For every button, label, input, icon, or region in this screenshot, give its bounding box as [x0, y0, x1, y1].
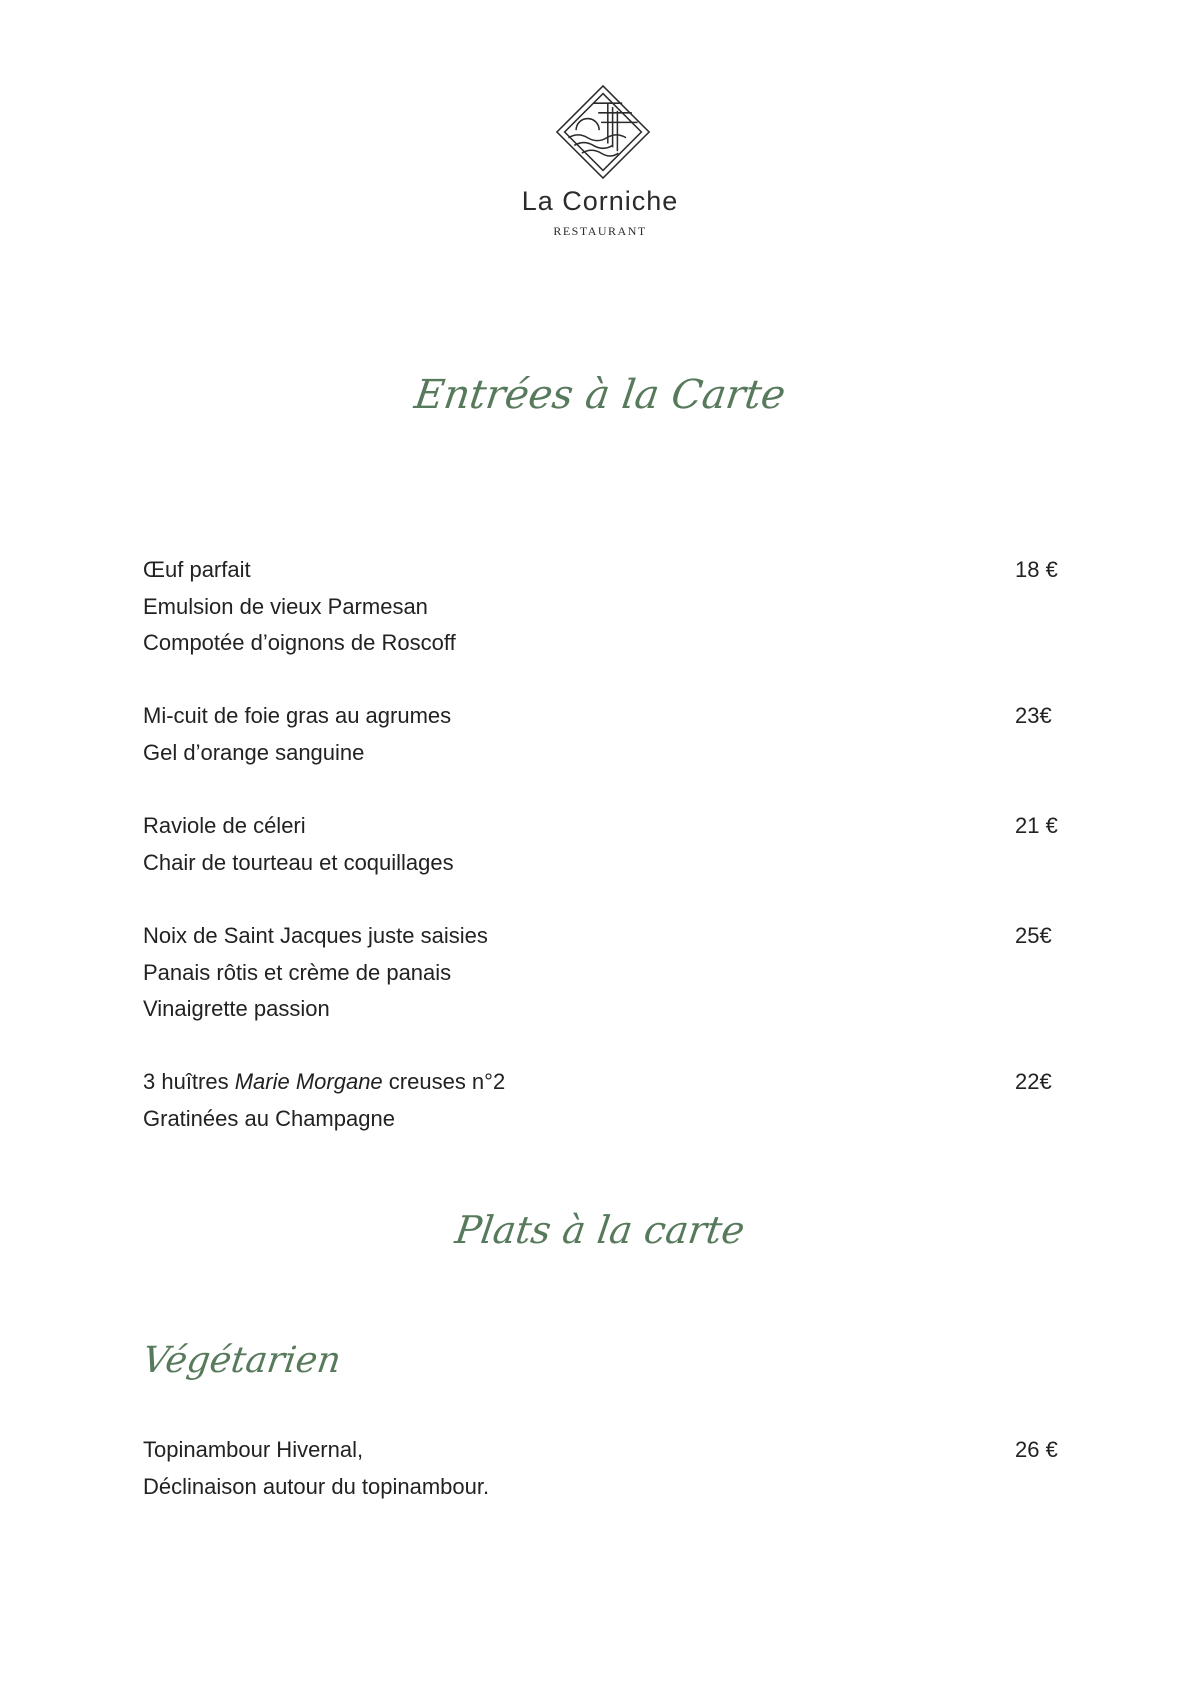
entrees-title: Entrées à la Carte — [411, 372, 789, 418]
menu-item — [143, 1432, 1063, 1505]
menu-item — [143, 1064, 1063, 1137]
dish-price: 18 € — [1015, 557, 1058, 582]
dish-name-start: 3 huîtres — [143, 1069, 235, 1094]
dish-price: 26 € — [1015, 1437, 1058, 1462]
dish-description: Panais rôtis et crème de panais — [143, 959, 452, 985]
dish-name: Raviole de céleri — [143, 813, 306, 838]
dish-name — [143, 1064, 1063, 1101]
dish-price: 23€ — [1015, 703, 1052, 728]
dish-price: 22€ — [1015, 1069, 1052, 1094]
restaurant-name: La Corniche — [521, 186, 679, 216]
dish-name: Noix de Saint Jacques juste saisies — [143, 923, 488, 948]
dish-name: Mi-cuit de foie gras au agrumes — [143, 703, 452, 728]
menu-item — [143, 808, 1063, 881]
restaurant-subtitle: RESTAURANT — [553, 224, 647, 238]
dish-description: Emulsion de vieux Parmesan — [143, 593, 428, 619]
dish-description: Gel d’orange sanguine — [143, 739, 365, 765]
plats-title: Plats à la carte — [452, 1208, 748, 1252]
dish-name-end: creuses n°2 — [382, 1069, 506, 1094]
dish-description: Vinaigrette passion — [143, 996, 330, 1021]
dish-description: Déclinaison autour du topinambour. — [143, 1473, 490, 1499]
dish-price: 25€ — [1015, 923, 1052, 948]
dish-price: 21 € — [1015, 813, 1058, 838]
dish-description: Compotée d’oignons de Roscoff — [143, 630, 456, 655]
menu-item — [143, 698, 1063, 771]
restaurant-logo-icon — [555, 84, 651, 180]
dish-description: Chair de tourteau et coquillages — [143, 849, 454, 875]
vegetarien-title: Végétarien — [140, 1340, 344, 1381]
menu-item — [143, 552, 1063, 662]
dish-name: Topinambour Hivernal, — [143, 1437, 364, 1462]
menu-item — [143, 918, 1063, 1028]
dish-name: Œuf parfait — [143, 557, 251, 582]
dish-description: Gratinées au Champagne — [143, 1105, 395, 1131]
oyster-brand: Marie Morgane — [234, 1069, 383, 1094]
